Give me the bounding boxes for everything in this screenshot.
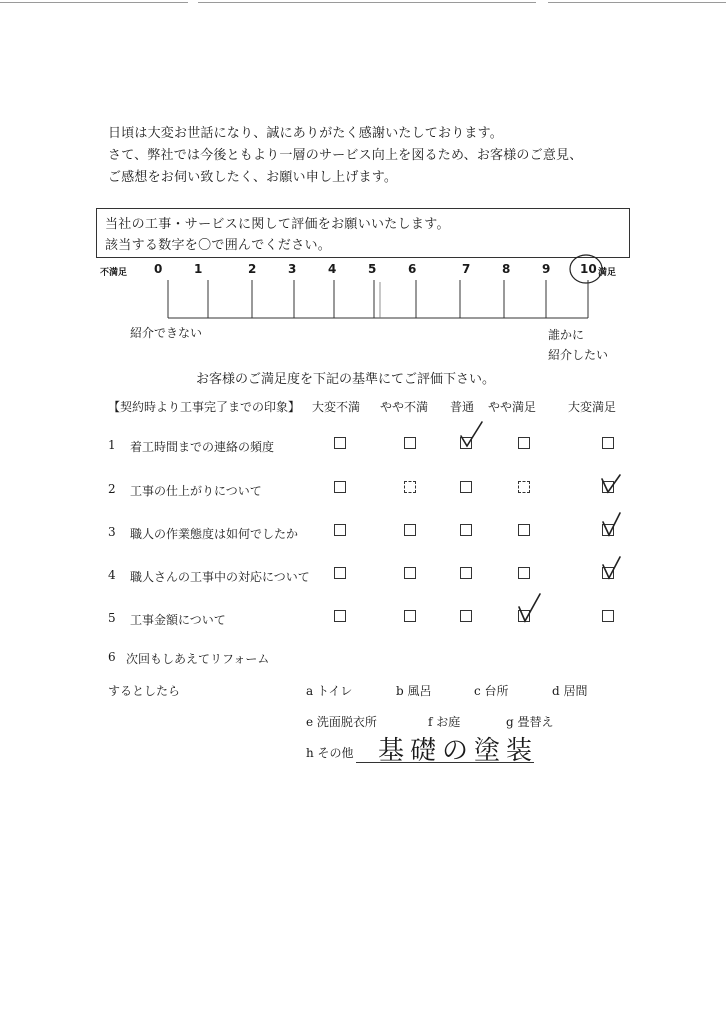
check-mark-row-1 bbox=[461, 422, 482, 446]
rating-instruction-line-2: 該当する数字を〇で囲んでください。 bbox=[105, 238, 332, 253]
option-other-underline bbox=[356, 762, 534, 763]
scale-number-4[interactable]: 4 bbox=[328, 262, 337, 276]
scale-high-caption-1: 誰かに bbox=[548, 328, 585, 342]
check-mark-row-5 bbox=[519, 594, 540, 621]
option-kitchen[interactable]: c 台所 bbox=[474, 684, 509, 698]
question-6-number: 6 bbox=[108, 650, 116, 664]
scale-low-caption: 紹介できない bbox=[130, 326, 203, 340]
column-header-neutral: 普通 bbox=[450, 400, 475, 414]
scale-right-label: 満足 bbox=[598, 268, 617, 278]
intro-line-1: 日頃は大変お世話になり、誠にありがたく感謝いたしております。 bbox=[108, 126, 503, 141]
question-number: 5 bbox=[108, 611, 116, 625]
check-mark-row-2 bbox=[602, 475, 620, 492]
option-garden[interactable]: f お庭 bbox=[428, 715, 461, 729]
column-header-very-dissatisfied: 大変不満 bbox=[312, 400, 361, 414]
intro-line-2: さて、弊社では今後ともより一層のサービス向上を図るため、お客様のご意見、 bbox=[108, 148, 583, 163]
check-mark-row-3 bbox=[603, 513, 620, 535]
question-6-line-1: 次回もしあえてリフォーム bbox=[126, 652, 270, 666]
option-toilet[interactable]: a トイレ bbox=[306, 684, 353, 698]
question-text: 職人の作業態度は如何でしたか bbox=[130, 527, 299, 541]
scale-number-5[interactable]: 5 bbox=[368, 262, 377, 276]
option-living-room[interactable]: d 居間 bbox=[552, 684, 588, 698]
question-text: 職人さんの工事中の対応について bbox=[130, 570, 310, 584]
option-washroom[interactable]: e 洗面脱衣所 bbox=[306, 715, 377, 729]
option-bath[interactable]: b 風呂 bbox=[396, 684, 432, 698]
question-text: 着工時間までの連絡の頻度 bbox=[130, 440, 275, 454]
option-other-label: h その他 bbox=[306, 746, 354, 760]
scale-high-caption-2: 紹介したい bbox=[548, 348, 609, 362]
question-number: 1 bbox=[108, 438, 116, 452]
scale-left-label: 不満足 bbox=[100, 268, 128, 278]
question-6-line-2: するとしたら bbox=[108, 684, 181, 698]
rating-instruction-line-1: 当社の工事・サービスに関して評価をお願いいたします。 bbox=[105, 217, 450, 232]
column-header-very-satisfied: 大変満足 bbox=[568, 400, 617, 414]
scale-number-2[interactable]: 2 bbox=[248, 262, 257, 276]
check-mark-row-4 bbox=[603, 557, 620, 578]
survey-section-label: 【契約時より工事完了までの印象】 bbox=[108, 400, 301, 414]
option-other-handwritten-value[interactable]: 基礎の塗装 bbox=[378, 736, 539, 766]
column-header-somewhat-dissatisfied: やや不満 bbox=[380, 400, 429, 414]
scale-number-9[interactable]: 9 bbox=[542, 262, 551, 276]
scale-number-8[interactable]: 8 bbox=[502, 262, 511, 276]
intro-line-3: ご感想をお伺い致したく、お願い申し上げます。 bbox=[108, 170, 398, 185]
scale-number-3[interactable]: 3 bbox=[288, 262, 297, 276]
question-number: 4 bbox=[108, 568, 116, 582]
question-text: 工事の仕上がりについて bbox=[130, 484, 262, 498]
question-number: 2 bbox=[108, 482, 116, 496]
scale-number-7[interactable]: 7 bbox=[462, 262, 471, 276]
question-number: 3 bbox=[108, 525, 116, 539]
scale-number-1[interactable]: 1 bbox=[194, 262, 203, 276]
scale-number-10[interactable]: 10 bbox=[580, 262, 597, 276]
option-tatami[interactable]: g 畳替え bbox=[506, 715, 554, 729]
scale-number-0[interactable]: 0 bbox=[154, 262, 163, 276]
scale-number-6[interactable]: 6 bbox=[408, 262, 417, 276]
column-header-somewhat-satisfied: やや満足 bbox=[488, 400, 537, 414]
survey-title: お客様のご満足度を下記の基準にてご評価下さい。 bbox=[196, 372, 496, 387]
question-text: 工事金額について bbox=[130, 613, 226, 627]
